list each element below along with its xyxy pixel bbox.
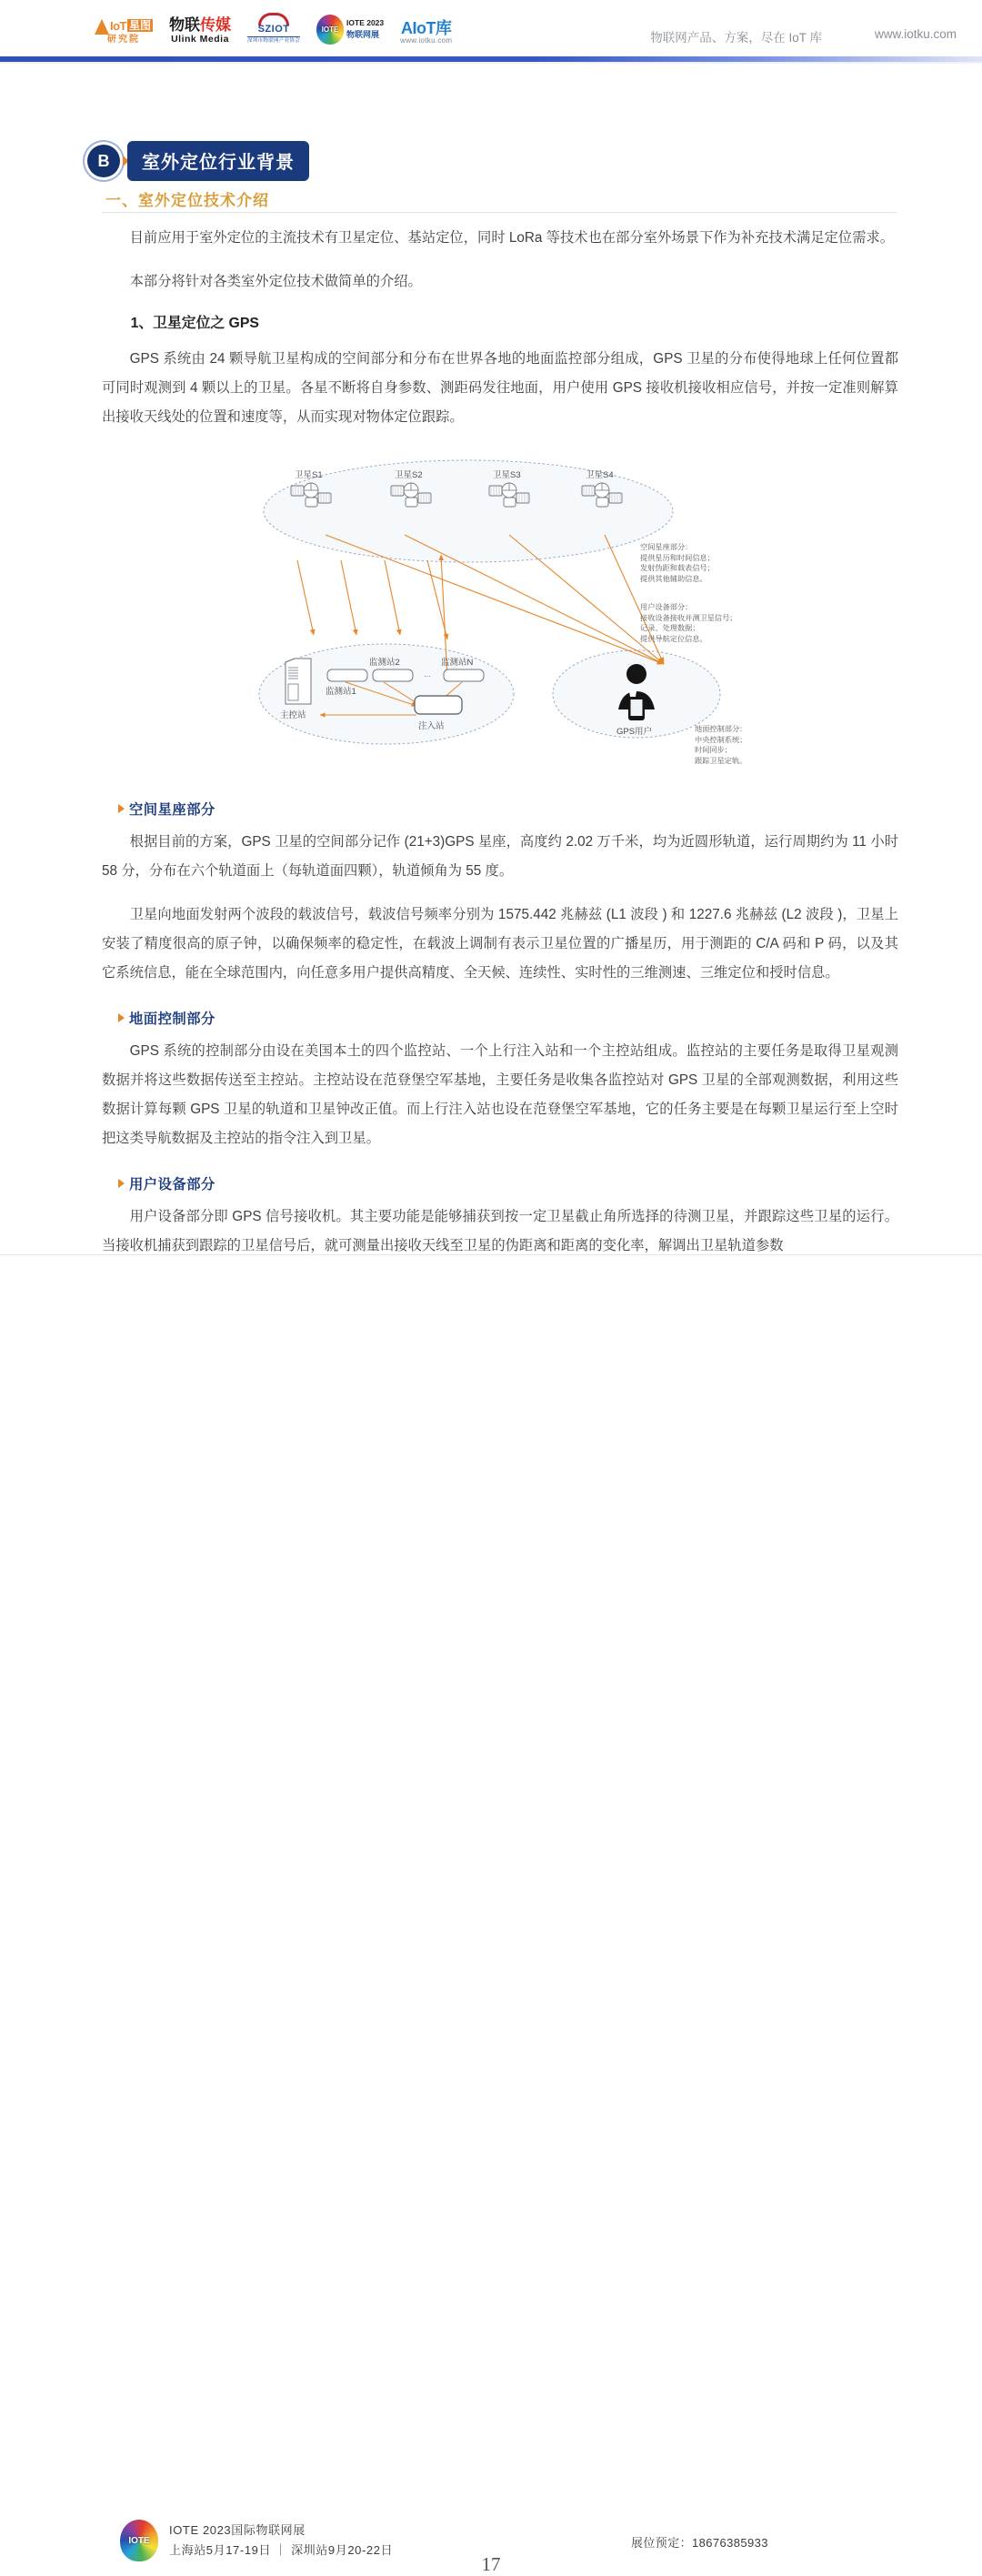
label-satellite-s1: 卫星S1 bbox=[295, 470, 323, 480]
monitor-station-1-box bbox=[327, 669, 367, 681]
logo-aiot-star-map bbox=[95, 18, 153, 45]
label-gps-user: GPS用户 bbox=[616, 727, 653, 737]
footer-event-dates: 上海站5月17-19日 ｜ 深圳站9月20-22日 bbox=[169, 2543, 394, 2557]
footer-booking-contact: 展位预定：18676385933 bbox=[631, 2536, 768, 2550]
downlink-3 bbox=[385, 560, 400, 635]
paragraph-5: 卫星向地面发射两个波段的载波信号，载波信号频率分别为 1575.442 兆赫兹 (L1 波段 ) 和 1227.6 兆赫兹 (L2 波段 )，卫星上安装了精度很高的原子钟，以确保频率的稳定性，在载波上调制有表示卫星位置的广播星历，用于测距的 C/A 码和 P 码，以及其它系统信息，能在全球范围内，向任意多用户提供高精度、全天候、连续性、实时性的三维测速、三维定位和授时信息。 bbox=[102, 907, 898, 981]
gps-architecture-diagram bbox=[255, 453, 855, 771]
header-divider-light bbox=[0, 62, 982, 64]
footer-logo-label: IOTE bbox=[128, 2535, 150, 2546]
header-tagline: 物联网产品、方案，尽在 IoT 库 bbox=[650, 31, 822, 45]
logo-aiot-institute-text: 研究院 bbox=[107, 34, 140, 45]
note-user-line-1: 用户设备部分： bbox=[640, 603, 693, 611]
monitor-station-n-box bbox=[444, 669, 484, 681]
label-monitor-station-2: 监测站2 bbox=[369, 658, 400, 668]
section-letter-circle: B bbox=[87, 145, 120, 177]
logo-sziot-name: SZIOT bbox=[257, 24, 290, 35]
note-space-line-1: 空间星座部分： bbox=[640, 543, 693, 551]
heading-user-equipment bbox=[102, 1173, 898, 1193]
iote-egg-label: IOTE bbox=[321, 25, 339, 34]
subsection-heading: 一、室外定位技术介绍 bbox=[105, 192, 269, 209]
note-space-line-2: 提供星历和时间信息； bbox=[640, 553, 715, 562]
logo-aiotku-name: AIoT库 bbox=[401, 18, 452, 37]
heading-ground-control-label: 地面控制部分 bbox=[129, 1011, 215, 1027]
note-ground-line-2: 中央控制系统； bbox=[695, 735, 747, 744]
logo-iote-cn: 物联网展 bbox=[346, 30, 380, 39]
logo-sziot-sub: 深圳市物联网产业协会 bbox=[247, 38, 301, 44]
note-space-line-3: 发射伪距和载表信号； bbox=[640, 564, 715, 572]
triangle-a-icon bbox=[95, 19, 109, 35]
triangle-bullet-icon bbox=[118, 804, 125, 813]
heading-space-constellation-label: 空间星座部分 bbox=[129, 802, 215, 818]
note-ground-line-3: 时间同步； bbox=[695, 746, 732, 754]
body-block-bottom bbox=[102, 779, 898, 1275]
paragraph-2: 本部分将针对各类室外定位技术做简单的介绍。 bbox=[129, 274, 422, 289]
label-ellipsis: ... bbox=[424, 669, 431, 679]
iote-egg-icon bbox=[316, 15, 344, 45]
label-monitor-station-n: 监测站N bbox=[441, 658, 474, 668]
label-satellite-s3: 卫星S3 bbox=[493, 470, 521, 480]
heading-space-constellation bbox=[102, 799, 898, 819]
note-user-line-2: 接收设备接收并测卫星信号； bbox=[640, 613, 737, 622]
diagram-canvas bbox=[255, 453, 855, 771]
note-ground-line-4: 跟踪卫星定轨。 bbox=[695, 756, 747, 765]
label-satellite-s2: 卫星S2 bbox=[395, 470, 423, 480]
page-number: 17 bbox=[481, 2553, 501, 2575]
page-header bbox=[0, 0, 982, 62]
logo-ulink-cn-a: 物联 bbox=[169, 16, 201, 34]
paragraph-6: GPS 系统的控制部分由设在美国本土的四个监控站、一个上行注入站和一个主控站组成。监控站的主要任务是取得卫星观测数据并将这些数据传送至主控站。主控站设在范登堡空军基地，主要任务是收集各监控站对 GPS 卫星的全部观测数据，利用这些数据计算每颗 GPS 卫星的轨道和卫星钟改正值。而上行注入站也设在范登堡空军基地，它的任务主要是在每颗卫星运行至上空时把这类导航数据及主控站的指令注入到卫星。 bbox=[102, 1043, 898, 1146]
logo-aiot-iot-text: IoT bbox=[110, 18, 126, 33]
section-badge bbox=[87, 141, 309, 181]
note-space-line-4: 提供其他辅助信息。 bbox=[640, 574, 707, 583]
logo-ulink-media bbox=[169, 17, 231, 45]
label-master-station: 主控站 bbox=[280, 710, 306, 720]
triangle-bullet-icon bbox=[118, 1013, 125, 1022]
note-user-equipment bbox=[640, 602, 736, 644]
paragraph-4: 根据目前的方案，GPS 卫星的空间部分记作 (21+3)GPS 星座，高度约 2.02 万千米，均为近圆形轨道，运行周期约为 11 小时 58 分，分布在六个轨道面上（每轨道面四颗），轨道倾角为 55 度。 bbox=[102, 834, 898, 879]
heading-satellite-gps: 1、卫星定位之 GPS bbox=[130, 316, 259, 331]
subsection-divider bbox=[102, 212, 897, 213]
inject-station-box bbox=[415, 696, 462, 714]
note-user-line-3: 记录、处理数据； bbox=[640, 624, 700, 632]
footer-event-name: IOTE 2023国际物联网展 bbox=[169, 2523, 306, 2537]
header-logo-row bbox=[95, 13, 452, 45]
paragraph-1: 目前应用于室外定位的主流技术有卫星定位、基站定位，同时 LoRa 等技术也在部分室外场景下作为补充技术满足定位需求。 bbox=[129, 230, 895, 246]
logo-iote-2023 bbox=[316, 15, 384, 45]
note-ground-control bbox=[695, 724, 747, 766]
label-inject-station: 注入站 bbox=[418, 721, 445, 731]
header-website: www.iotku.com bbox=[874, 27, 957, 41]
logo-aiot-xingtu-text: 星图 bbox=[129, 19, 152, 32]
heading-ground-control bbox=[102, 1008, 898, 1028]
label-satellite-s4: 卫星S4 bbox=[586, 470, 614, 480]
monitor-station-2-box bbox=[373, 669, 413, 681]
logo-iote-year: IOTE 2023 bbox=[346, 18, 385, 27]
paragraph-3: GPS 系统由 24 颗导航卫星构成的空间部分和分布在世界各地的地面监控部分组成，GPS 卫星的分布使得地球上任何位置都可同时观测到 4 颗以上的卫星。各星不断将自身参数、测距码发往地面，用户使用 GPS 接收机接收相应信号，并按一定准则解算出接收天线处的位置和速度等，从而实现对物体定位跟踪。 bbox=[102, 351, 898, 425]
logo-sziot bbox=[247, 13, 300, 45]
body-block-top bbox=[102, 224, 898, 447]
label-monitor-station-1: 监测站1 bbox=[326, 687, 356, 697]
triangle-bullet-icon bbox=[118, 1179, 125, 1188]
logo-aiotku-url: www.iotku.com bbox=[400, 35, 453, 45]
note-ground-line-1: 地面控制部分： bbox=[695, 725, 747, 733]
heading-user-equipment-label: 用户设备部分 bbox=[129, 1177, 215, 1192]
paragraph-7: 用户设备部分即 GPS 信号接收机。其主要功能是能够捕获到按一定卫星截止角所选择的待测卫星，并跟踪这些卫星的运行。当接收机捕获到跟踪的卫星信号后，就可测量出接收天线至卫星的伪距离和距离的变化率，解调出卫星轨道参数 bbox=[102, 1209, 898, 1253]
master-station-icon bbox=[286, 659, 311, 704]
logo-ulink-cn-b: 传媒 bbox=[200, 16, 232, 34]
section-title: 室外定位行业背景 bbox=[127, 141, 309, 181]
note-user-line-4: 提供导航定位信息。 bbox=[640, 634, 707, 643]
logo-ulink-en: Ulink Media bbox=[171, 34, 229, 45]
downlink-2 bbox=[341, 560, 356, 635]
note-space-constellation bbox=[640, 542, 715, 584]
downlink-1 bbox=[297, 560, 314, 635]
page-footer bbox=[0, 1254, 982, 2575]
logo-aiotku bbox=[400, 20, 452, 45]
